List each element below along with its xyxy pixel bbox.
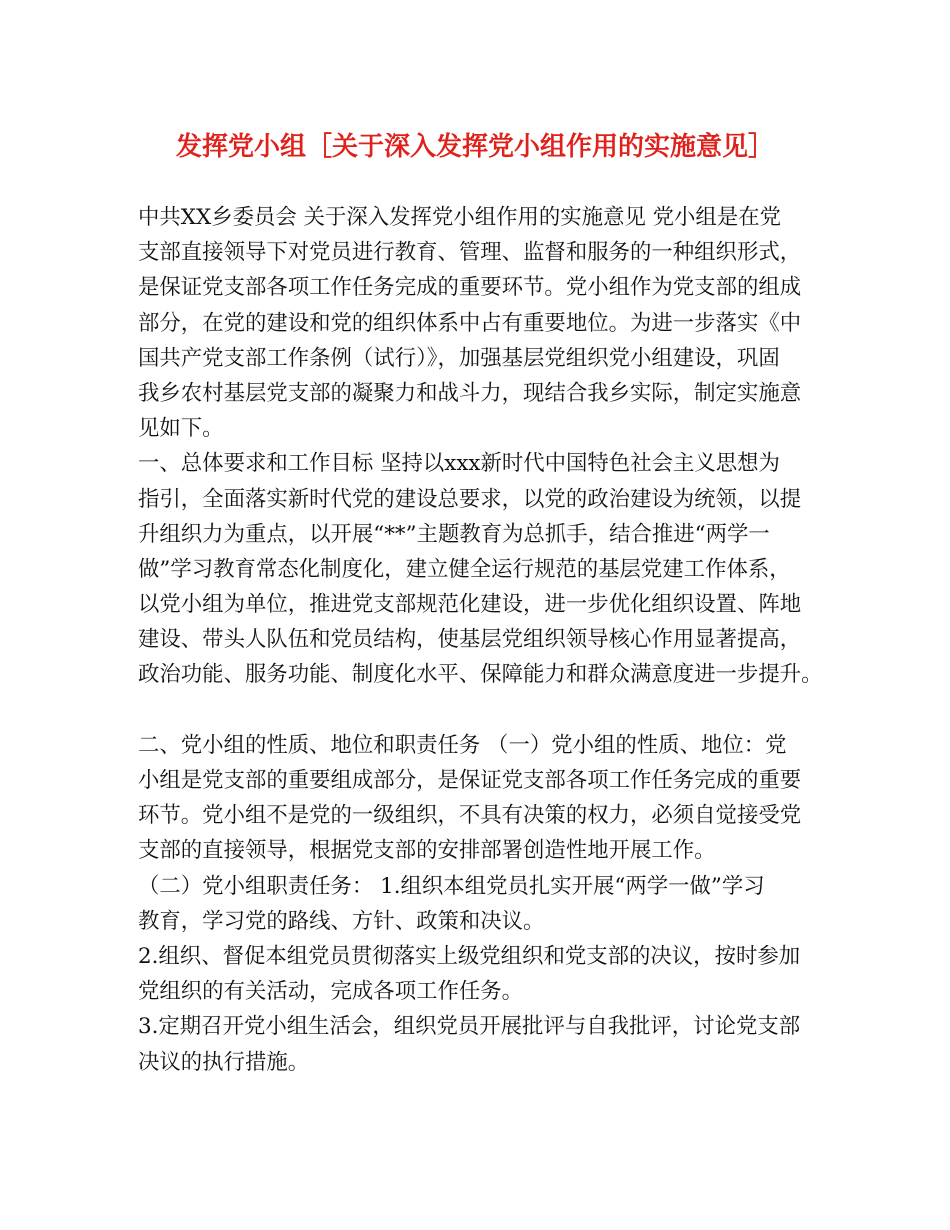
- body-line: 党组织的有关活动，完成各项工作任务。: [138, 979, 524, 1005]
- body-line: 我乡农村基层党支部的凝聚力和战斗力，现结合我乡实际，制定实施意: [138, 380, 802, 406]
- body-line: 环节。党小组不是党的一级组织，不具有决策的权力，必须自觉接受党: [138, 803, 802, 829]
- body-line: （二）党小组职责任务： 1.组织本组党员扎实开展“两学一做”学习: [138, 873, 765, 899]
- body-line: 部分，在党的建设和党的组织体系中占有重要地位。为进一步落实《中: [138, 310, 802, 336]
- body-line: 做”学习教育常态化制度化，建立健全运行规范的基层党建工作体系，: [138, 556, 791, 582]
- body-line: 2.组织、督促本组党员贯彻落实上级党组织和党支部的决议，按时参加: [138, 943, 801, 969]
- body-line: 一、总体要求和工作目标 坚持以xxx新时代中国特色社会主义思想为: [138, 451, 780, 477]
- body-line: 国共产党支部工作条例（试行）》，加强基层党组织党小组建设，巩固: [138, 345, 780, 371]
- paragraph-gap: [138, 693, 828, 728]
- body-line: 决议的执行措施。: [138, 1049, 310, 1075]
- document-title: 发挥党小组［关于深入发挥党小组作用的实施意见］: [175, 132, 774, 162]
- body-line: 小组是党支部的重要组成部分，是保证党支部各项工作任务完成的重要: [138, 768, 802, 793]
- body-line: 升组织力为重点，以开展“**”主题教育为总抓手，结合推进“两学一: [138, 521, 770, 547]
- body-line: 支部的直接领导，根据党支部的安排部署创造性地开展工作。: [138, 838, 716, 864]
- body-line: 3.定期召开党小组生活会，组织党员开展批评与自我批评，讨论党支部: [138, 1014, 801, 1040]
- body-line: 支部直接领导下对党员进行教育、管理、监督和服务的一种组织形式，: [138, 240, 802, 266]
- body-line: 中共XX乡委员会 关于深入发挥党小组作用的实施意见 党小组是在党: [138, 205, 781, 230]
- body-line: 指引，全面落实新时代党的建设总要求，以党的政治建设为统领，以提: [138, 486, 802, 512]
- body-line: 政治功能、服务功能、制度化水平、保障能力和群众满意度进一步提升。: [138, 662, 823, 688]
- body-line: 以党小组为单位，推进党支部规范化建设，进一步优化组织设置、阵地: [138, 592, 802, 618]
- document-body: [138, 200, 828, 1080]
- body-line: 见如下。: [138, 416, 224, 442]
- body-line: 是保证党支部各项工作任务完成的重要环节。党小组作为党支部的组成: [138, 275, 802, 301]
- body-line: 教育，学习党的路线、方针、政策和决议。: [138, 908, 545, 934]
- body-line: 二、党小组的性质、地位和职责任务 （一）党小组的性质、地位：党: [138, 732, 787, 758]
- body-line: 建设、带头人队伍和党员结构，使基层党组织领导核心作用显著提高，: [138, 627, 802, 653]
